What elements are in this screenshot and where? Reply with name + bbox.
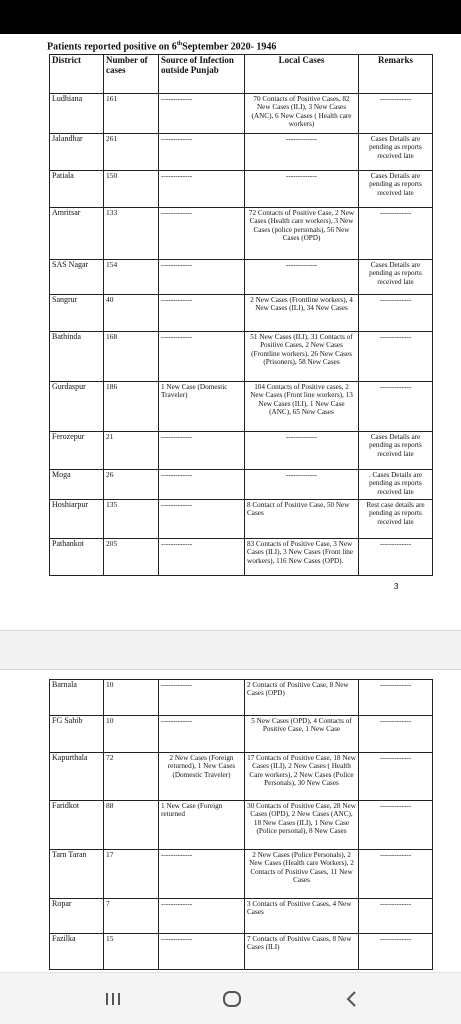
local-cases-cell: 17 Contacts of Positive Case, 18 New Cases (ILI), 2 New Cases ( Health Care workers), 2 New Cases (Police Personals), 30 New Cases — [245, 753, 359, 801]
district-cell: Amritsar — [50, 208, 104, 260]
remarks-cell: ------------- — [359, 680, 433, 716]
local-cases-cell: 30 Contacts of Positive Case, 28 New Cases (OPD), 2 New Cases (ANC), 18 New Cases (ILI), 1 New Case (Police personal), 8 New Cases — [245, 801, 359, 850]
remarks-cell: ------------- — [359, 332, 433, 382]
cases-table — [49, 54, 433, 576]
source-cell: ------------- — [159, 934, 245, 970]
cases-cell: 168 — [104, 332, 159, 382]
district-cell: Ferozepur — [50, 432, 104, 470]
local-cases-cell: ------------- — [245, 470, 359, 500]
table-row — [50, 94, 433, 134]
cases-cell: 133 — [104, 208, 159, 260]
district-cell: Jalandhar — [50, 134, 104, 171]
source-cell: ------------- — [159, 716, 245, 753]
local-cases-cell: ------------- — [245, 134, 359, 171]
district-cell: Moga — [50, 470, 104, 500]
cases-cell: 135 — [104, 500, 159, 539]
table-row — [50, 382, 433, 432]
remarks-cell: ------------- — [359, 850, 433, 899]
local-cases-cell: ------------- — [245, 432, 359, 470]
document-page-2[interactable] — [0, 670, 461, 972]
district-cell: Tarn Taran — [50, 850, 104, 899]
remarks-cell: ------------- — [359, 295, 433, 332]
source-cell: ------------- — [159, 134, 245, 171]
home-icon[interactable] — [220, 987, 244, 1011]
source-cell: ------------- — [159, 208, 245, 260]
district-cell: Patiala — [50, 171, 104, 208]
table-row — [50, 899, 433, 934]
header-district: District — [50, 55, 104, 94]
cases-cell: 161 — [104, 94, 159, 134]
district-cell: Kapurthala — [50, 753, 104, 801]
source-cell: ------------- — [159, 432, 245, 470]
remarks-cell: ------------- — [359, 208, 433, 260]
page-separator — [0, 630, 461, 670]
header-source: Source of Infection outside Punjab — [159, 55, 245, 94]
cases-cell: 72 — [104, 753, 159, 801]
source-cell: 1 New Case (Domestic Traveler) — [159, 382, 245, 432]
district-cell: Ludhiana — [50, 94, 104, 134]
status-bar — [0, 0, 461, 34]
local-cases-cell: 83 Contacts of Positive Case, 3 New Cases (ILI), 3 New Cases (Front line workers), 116 New Cases (OPD). — [245, 539, 359, 576]
local-cases-cell: 5 New Cases (OPD), 4 Contacts of Positive Case, 1 New Case — [245, 716, 359, 753]
header-local-cases: Local Cases — [245, 55, 359, 94]
source-cell: ------------- — [159, 171, 245, 208]
remarks-cell: ------------- — [359, 934, 433, 970]
remarks-cell: . Cases Details are pending as reports received late — [359, 470, 433, 500]
table-row — [50, 753, 433, 801]
remarks-cell: ------------- — [359, 801, 433, 850]
district-cell: SAS Nagar — [50, 260, 104, 295]
local-cases-cell: 2 New Cases (Frontline workers), 4 New Cases (ILI), 34 New Cases — [245, 295, 359, 332]
table-row — [50, 332, 433, 382]
table-header-row — [50, 55, 433, 94]
local-cases-cell: 104 Contacts of Positive cases, 2 New Cases (Front line workers), 13 New Cases (ILI), 1 New Case (ANC), 65 New Cases — [245, 382, 359, 432]
navigation-bar — [0, 972, 461, 1024]
table-row — [50, 934, 433, 970]
source-cell: ------------- — [159, 295, 245, 332]
remarks-cell: ------------- — [359, 539, 433, 576]
cases-cell: 40 — [104, 295, 159, 332]
district-cell: Faridkot — [50, 801, 104, 850]
source-cell: 1 New Case (Foreign returned — [159, 801, 245, 850]
local-cases-cell: ------------- — [245, 260, 359, 295]
remarks-cell: ------------- — [359, 382, 433, 432]
table-row — [50, 208, 433, 260]
district-cell: Hoshiarpur — [50, 500, 104, 539]
source-cell: ------------- — [159, 260, 245, 295]
table-row — [50, 500, 433, 539]
source-cell: ------------- — [159, 94, 245, 134]
cases-cell: 186 — [104, 382, 159, 432]
local-cases-cell: ------------- — [245, 171, 359, 208]
table-row — [50, 801, 433, 850]
remarks-cell: Rest case details are pending as reports received late — [359, 500, 433, 539]
remarks-cell: Cases Details are pending as reports received late — [359, 432, 433, 470]
header-remarks: Remarks — [359, 55, 433, 94]
cases-table-continued — [49, 679, 433, 970]
table-row — [50, 432, 433, 470]
local-cases-cell: 3 Contacts of Positive Cases, 4 New Cases — [245, 899, 359, 934]
remarks-cell: ------------- — [359, 94, 433, 134]
cases-cell: 10 — [104, 680, 159, 716]
source-cell: ------------- — [159, 899, 245, 934]
local-cases-cell: 70 Contacts of Positive Cases, 82 New Cases (ILI), 3 New Cases (ANC), 6 New Cases ( Health care workers) — [245, 94, 359, 134]
district-cell: Pathankot — [50, 539, 104, 576]
source-cell: ------------- — [159, 332, 245, 382]
remarks-cell: Cases Details are pending as reports received late — [359, 171, 433, 208]
document-page-1[interactable] — [0, 34, 461, 630]
remarks-cell: ------------- — [359, 753, 433, 801]
table-row — [50, 470, 433, 500]
table-row — [50, 171, 433, 208]
source-cell: ------------- — [159, 850, 245, 899]
table-row — [50, 134, 433, 171]
local-cases-cell: 7 Contacts of Positive Cases, 8 New Cases (ILI) — [245, 934, 359, 970]
local-cases-cell: 51 New Cases (ILI), 31 Contacts of Positive Cases, 2 New Cases (Frontline workers), 26 New Cases (Prisoners), 58 New Cases — [245, 332, 359, 382]
district-cell: Gurdaspur — [50, 382, 104, 432]
cases-cell: 261 — [104, 134, 159, 171]
local-cases-cell: 8 Contact of Positive Case, 50 New Cases — [245, 500, 359, 539]
table-row — [50, 680, 433, 716]
source-cell: ------------- — [159, 539, 245, 576]
local-cases-cell: 2 New Cases (Police Personals), 2 New Cases (Health care Workers), 2 Contacts of Positive Cases, 11 New Cases — [245, 850, 359, 899]
remarks-cell: Cases Details are pending as reports received late — [359, 260, 433, 295]
district-cell: Bathinda — [50, 332, 104, 382]
district-cell: Barnala — [50, 680, 104, 716]
header-number-of-cases: Number of cases — [104, 55, 159, 94]
source-cell: ------------- — [159, 470, 245, 500]
table-row — [50, 716, 433, 753]
local-cases-cell: 2 Contacts of Positive Case, 8 New Cases (OPD) — [245, 680, 359, 716]
cases-cell: 88 — [104, 801, 159, 850]
source-cell: 2 New Cases (Foreign returned), 1 New Cases (Domestic Traveler) — [159, 753, 245, 801]
cases-cell: 26 — [104, 470, 159, 500]
page-title: Patients reported positive on 6thSeptember 2020- 1946 — [47, 41, 277, 53]
page-number: 3 — [394, 582, 399, 591]
cases-cell: 10 — [104, 716, 159, 753]
back-icon[interactable] — [340, 987, 364, 1011]
district-cell: FG Sahib — [50, 716, 104, 753]
cases-cell: 205 — [104, 539, 159, 576]
table-row — [50, 295, 433, 332]
cases-cell: 150 — [104, 171, 159, 208]
table-row — [50, 539, 433, 576]
table-row — [50, 260, 433, 295]
remarks-cell: Cases Details are pending as reports received late — [359, 134, 433, 171]
remarks-cell: ------------- — [359, 899, 433, 934]
cases-cell: 21 — [104, 432, 159, 470]
district-cell: Sangrur — [50, 295, 104, 332]
recent-apps-icon[interactable] — [101, 987, 125, 1011]
source-cell: ------------- — [159, 680, 245, 716]
remarks-cell: ------------- — [359, 716, 433, 753]
cases-cell: 15 — [104, 934, 159, 970]
cases-cell: 17 — [104, 850, 159, 899]
local-cases-cell: 72 Contacts of Positive Case, 2 New Cases (Health care workers), 3 New Cases (police personals), 56 New Cases (OPD) — [245, 208, 359, 260]
district-cell: Ropar — [50, 899, 104, 934]
cases-cell: 7 — [104, 899, 159, 934]
source-cell: ------------- — [159, 500, 245, 539]
cases-cell: 154 — [104, 260, 159, 295]
district-cell: Fazilka — [50, 934, 104, 970]
table-row — [50, 850, 433, 899]
